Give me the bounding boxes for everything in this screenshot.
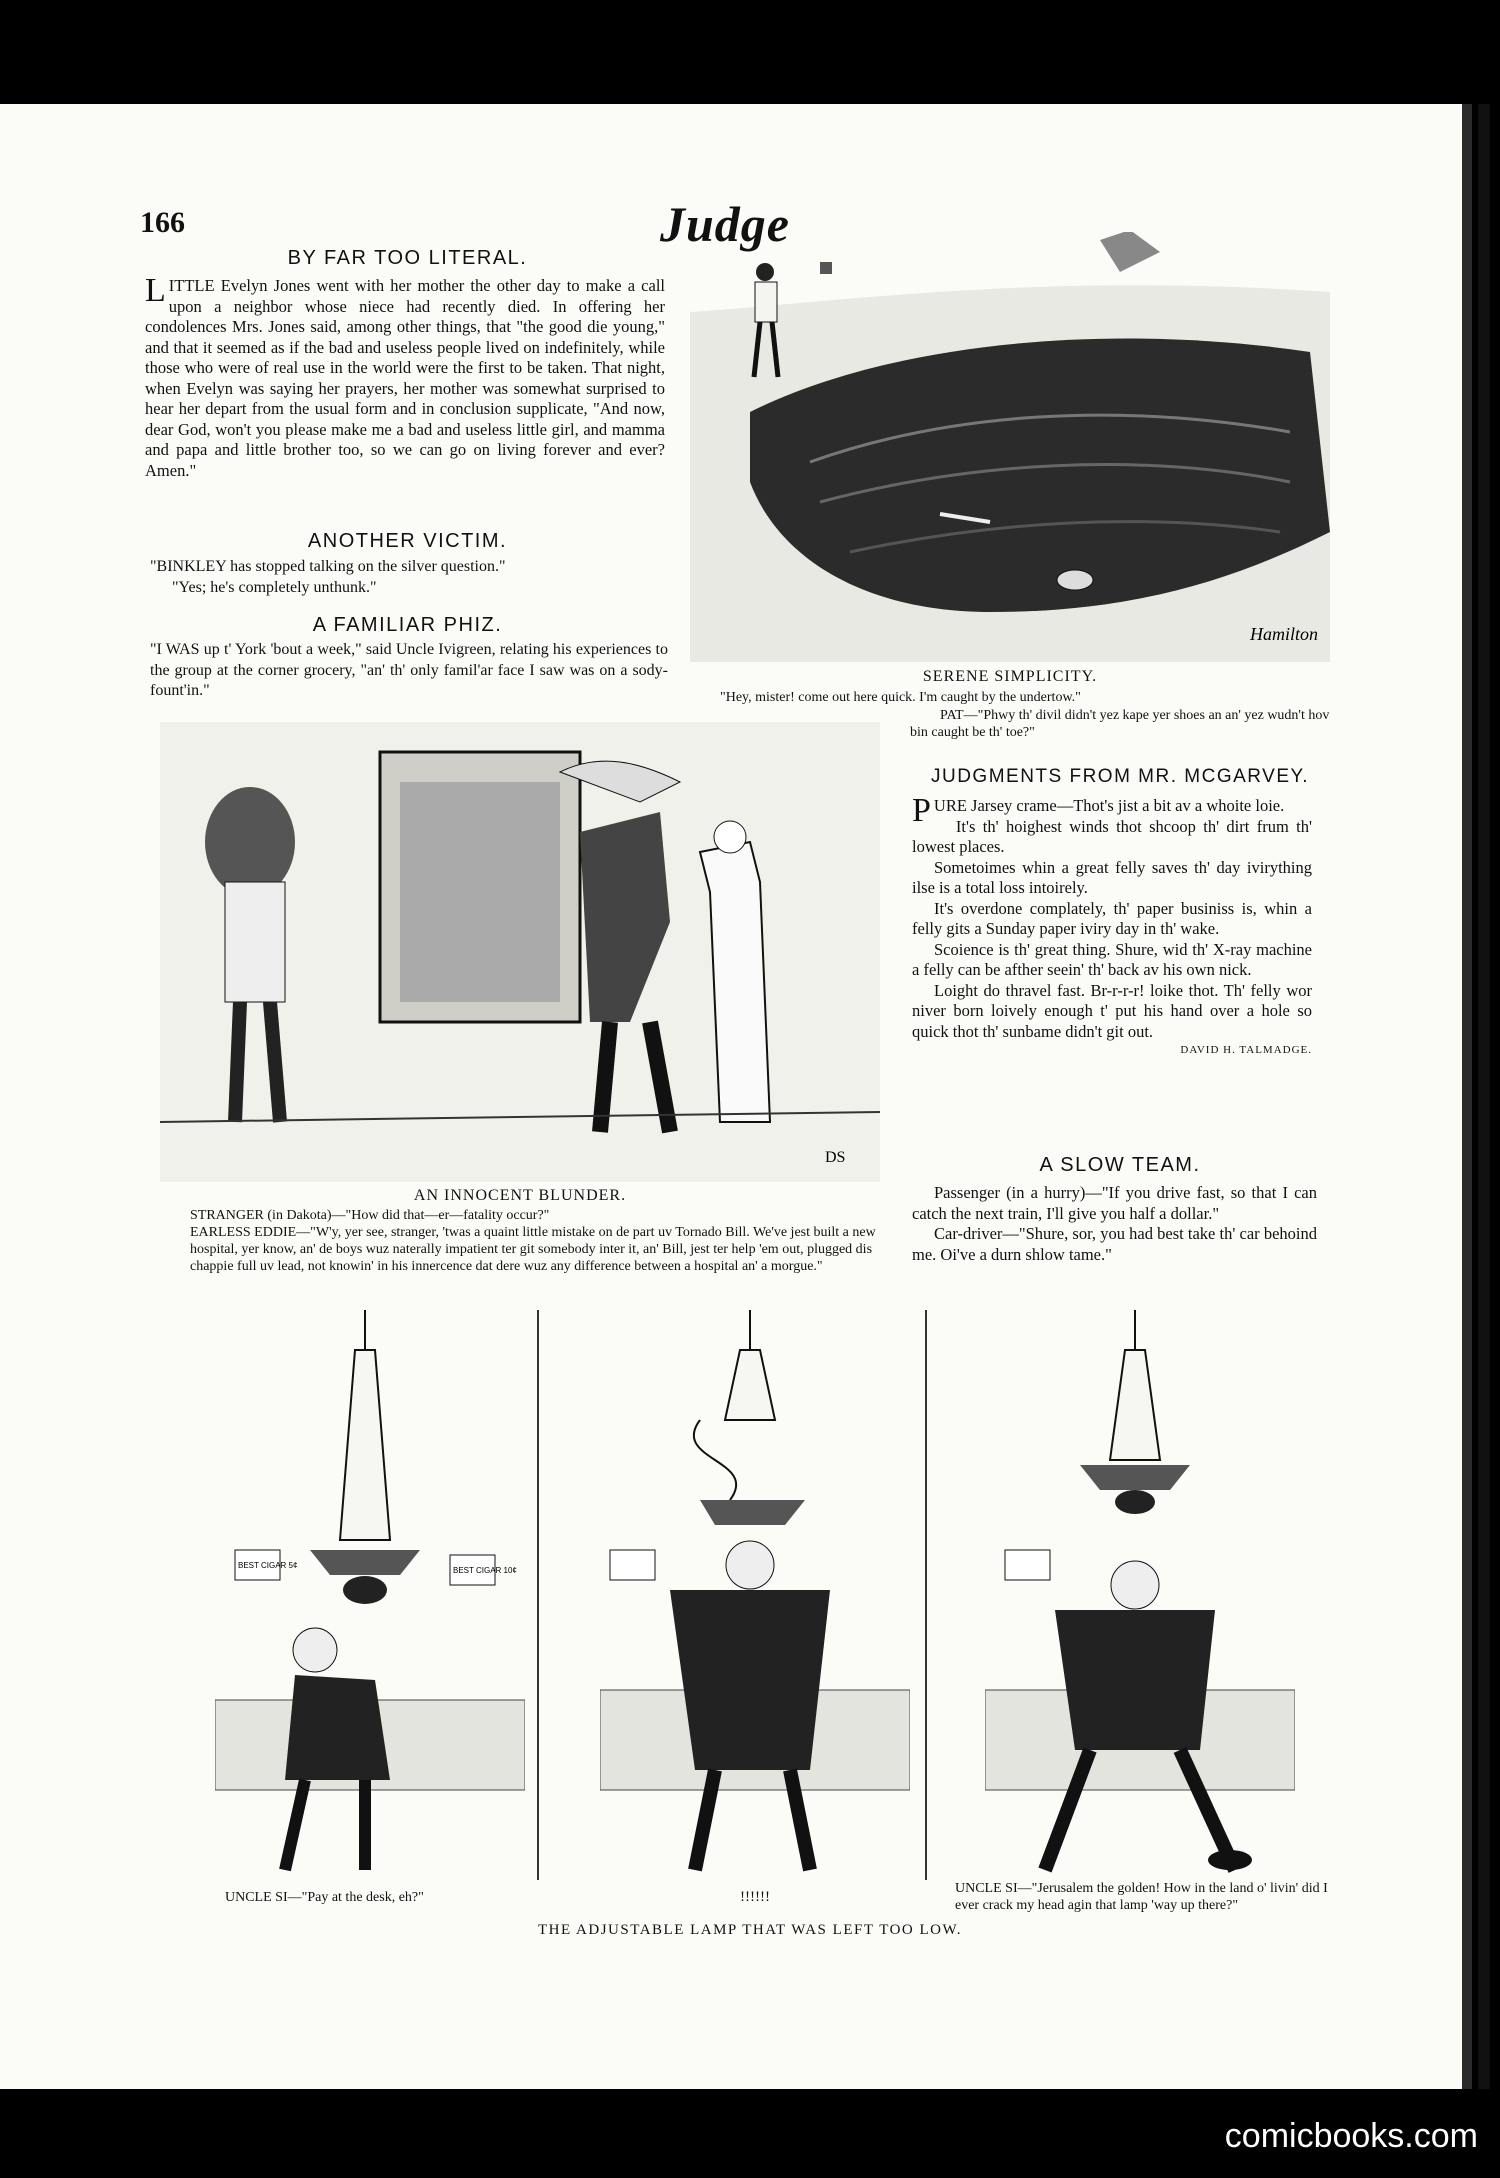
illustration-serene-simplicity bbox=[690, 232, 1330, 662]
strip-panel-2 bbox=[600, 1310, 910, 1880]
site-watermark: comicbooks.com bbox=[1224, 2117, 1478, 2155]
binding-edge bbox=[1462, 104, 1472, 2089]
illustration-signature: DS bbox=[825, 1149, 846, 1166]
article-title-slow-team: A SLOW TEAM. bbox=[1039, 1154, 1201, 1176]
article-title-phiz: A FAMILIAR PHIZ. bbox=[312, 614, 503, 636]
cigar-sign-10c: BEST CIGAR 10¢ bbox=[453, 1566, 517, 1575]
caption-title-serene: SERENE SIMPLICITY. bbox=[922, 668, 1098, 685]
caption-serene-line2: PAT—"Phwy th' divil didn't yez kape yer shoes an an' yez wudn't hov bin caught be th' toe?" bbox=[910, 708, 1330, 740]
page-number: 166 bbox=[140, 206, 185, 239]
strip-panel-3 bbox=[985, 1310, 1295, 1880]
caption-serene-line1: "Hey, mister! come out here quick. I'm caught by the undertow." bbox=[720, 690, 1081, 705]
caption-title-blunder: AN INNOCENT BLUNDER. bbox=[413, 1187, 627, 1204]
slow-team-line-2: Car-driver—"Shure, sor, you had best take th' car behoind me. Oi've a durn shlow tame." bbox=[912, 1224, 1317, 1264]
article-body-slow-team bbox=[912, 1183, 1317, 1265]
article-title-victim: ANOTHER VICTIM. bbox=[307, 530, 508, 552]
article-title-mcgarvey: JUDGMENTS FROM MR. MCGARVEY. bbox=[930, 766, 1310, 787]
caption-blunder-line2: EARLESS EDDIE—"W'y, yer see, stranger, 'twas a quaint little mistake on de part uv Tornado Bill. We've jest built a new hospital, yer know, an' de boys wuz naterally impatient ter git somebody inter it, an' Bill, jest ter help 'em out, plugged dis chappie full uv lead, not knowin' in his innercence dat dere wuz any difference between a hospital an' a morgue." bbox=[190, 1225, 876, 1274]
mcgarvey-paragraph: PURE Jarsey crame—Thot's jist a bit av a whoite loie. bbox=[912, 792, 1285, 829]
illustration-innocent-blunder bbox=[160, 722, 880, 1182]
article-body-literal: LITTLE Evelyn Jones went with her mother the other day to make a call upon a neighbor whose niece had recently died. In offering her condolences Mrs. Jones said, among other things, that "the good die young," and that it seemed as if the bad and useless people lived on indefinitely, while those who were of real use in the world were the first to be taken. That night, when Evelyn was saying her prayers, her mother was somewhat surprised to hear her depart from the usual form and in conclusion supplicate, "And now, dear God, won't you please make me a bad and useless little girl, and mamma and papa and little brother too, so we can go on living forever and ever? Amen." bbox=[145, 272, 665, 480]
binding-shadow bbox=[1478, 104, 1490, 2089]
caption-blunder-line1: STRANGER (in Dakota)—"How did that—er—fatality occur?" bbox=[190, 1208, 550, 1223]
mcgarvey-paragraph: It's overdone complately, th' paper businiss is, whin a felly gits a Sunday paper iviry day in th' wake. bbox=[912, 898, 1312, 938]
strip-divider bbox=[925, 1310, 927, 1880]
strip-panel-1 bbox=[215, 1310, 525, 1880]
mcgarvey-paragraph: Sometoimes whin a great felly saves th' day ivirything ilse is a total loss intoirely. bbox=[912, 857, 1312, 897]
strip-divider bbox=[537, 1310, 539, 1880]
mcgarvey-paragraph: Loight do thravel fast. Br-r-r-r! loike thot. Th' felly wor niver born loively enough t' put his hand over a hole so quick thot th' sunbame didn't git out. bbox=[912, 980, 1312, 1041]
masthead: Judge bbox=[660, 196, 790, 252]
mcgarvey-paragraph: Scoience is th' great thing. Shure, wid th' X-ray machine a felly can be afther seein' th' back av his own nick. bbox=[912, 939, 1312, 979]
illustration-signature: Hamilton bbox=[1250, 624, 1319, 644]
article-title-literal: BY FAR TOO LITERAL. bbox=[287, 247, 528, 269]
victim-line-1: "BINKLEY has stopped talking on the silver question." bbox=[150, 558, 506, 575]
strip-caption-2: !!!!!! bbox=[740, 1889, 770, 1905]
article-body-victim bbox=[150, 557, 670, 598]
victim-line-2: "Yes; he's completely unthunk." bbox=[172, 578, 377, 596]
strip-caption-1: UNCLE SI—"Pay at the desk, eh?" bbox=[225, 1890, 424, 1905]
strip-title: THE ADJUSTABLE LAMP THAT WAS LEFT TOO LOW. bbox=[537, 1922, 963, 1938]
article-body-phiz: "I WAS up t' York 'bout a week," said Uncle Ivigreen, relating his experiences to the group at the corner grocery, "an' th' only famil'ar face I saw was on a sody-fount'in." bbox=[150, 641, 668, 699]
article-body-mcgarvey bbox=[912, 792, 1312, 1061]
mcgarvey-paragraph: It's th' hoighest winds thot shcoop th' dirt frum th' lowest places. bbox=[912, 816, 1312, 856]
slow-team-line-1: Passenger (in a hurry)—"If you drive fast, so that I can catch the next train, I'll give you half a dollar." bbox=[912, 1183, 1317, 1223]
mcgarvey-author: DAVID H. TALMADGE. bbox=[1180, 1044, 1312, 1056]
strip-caption-3: UNCLE SI—"Jerusalem the golden! How in the land o' livin' did I ever crack my head agin that lamp 'way up there?" bbox=[955, 1881, 1328, 1913]
cigar-sign-5c: BEST CIGAR 5¢ bbox=[238, 1561, 298, 1570]
